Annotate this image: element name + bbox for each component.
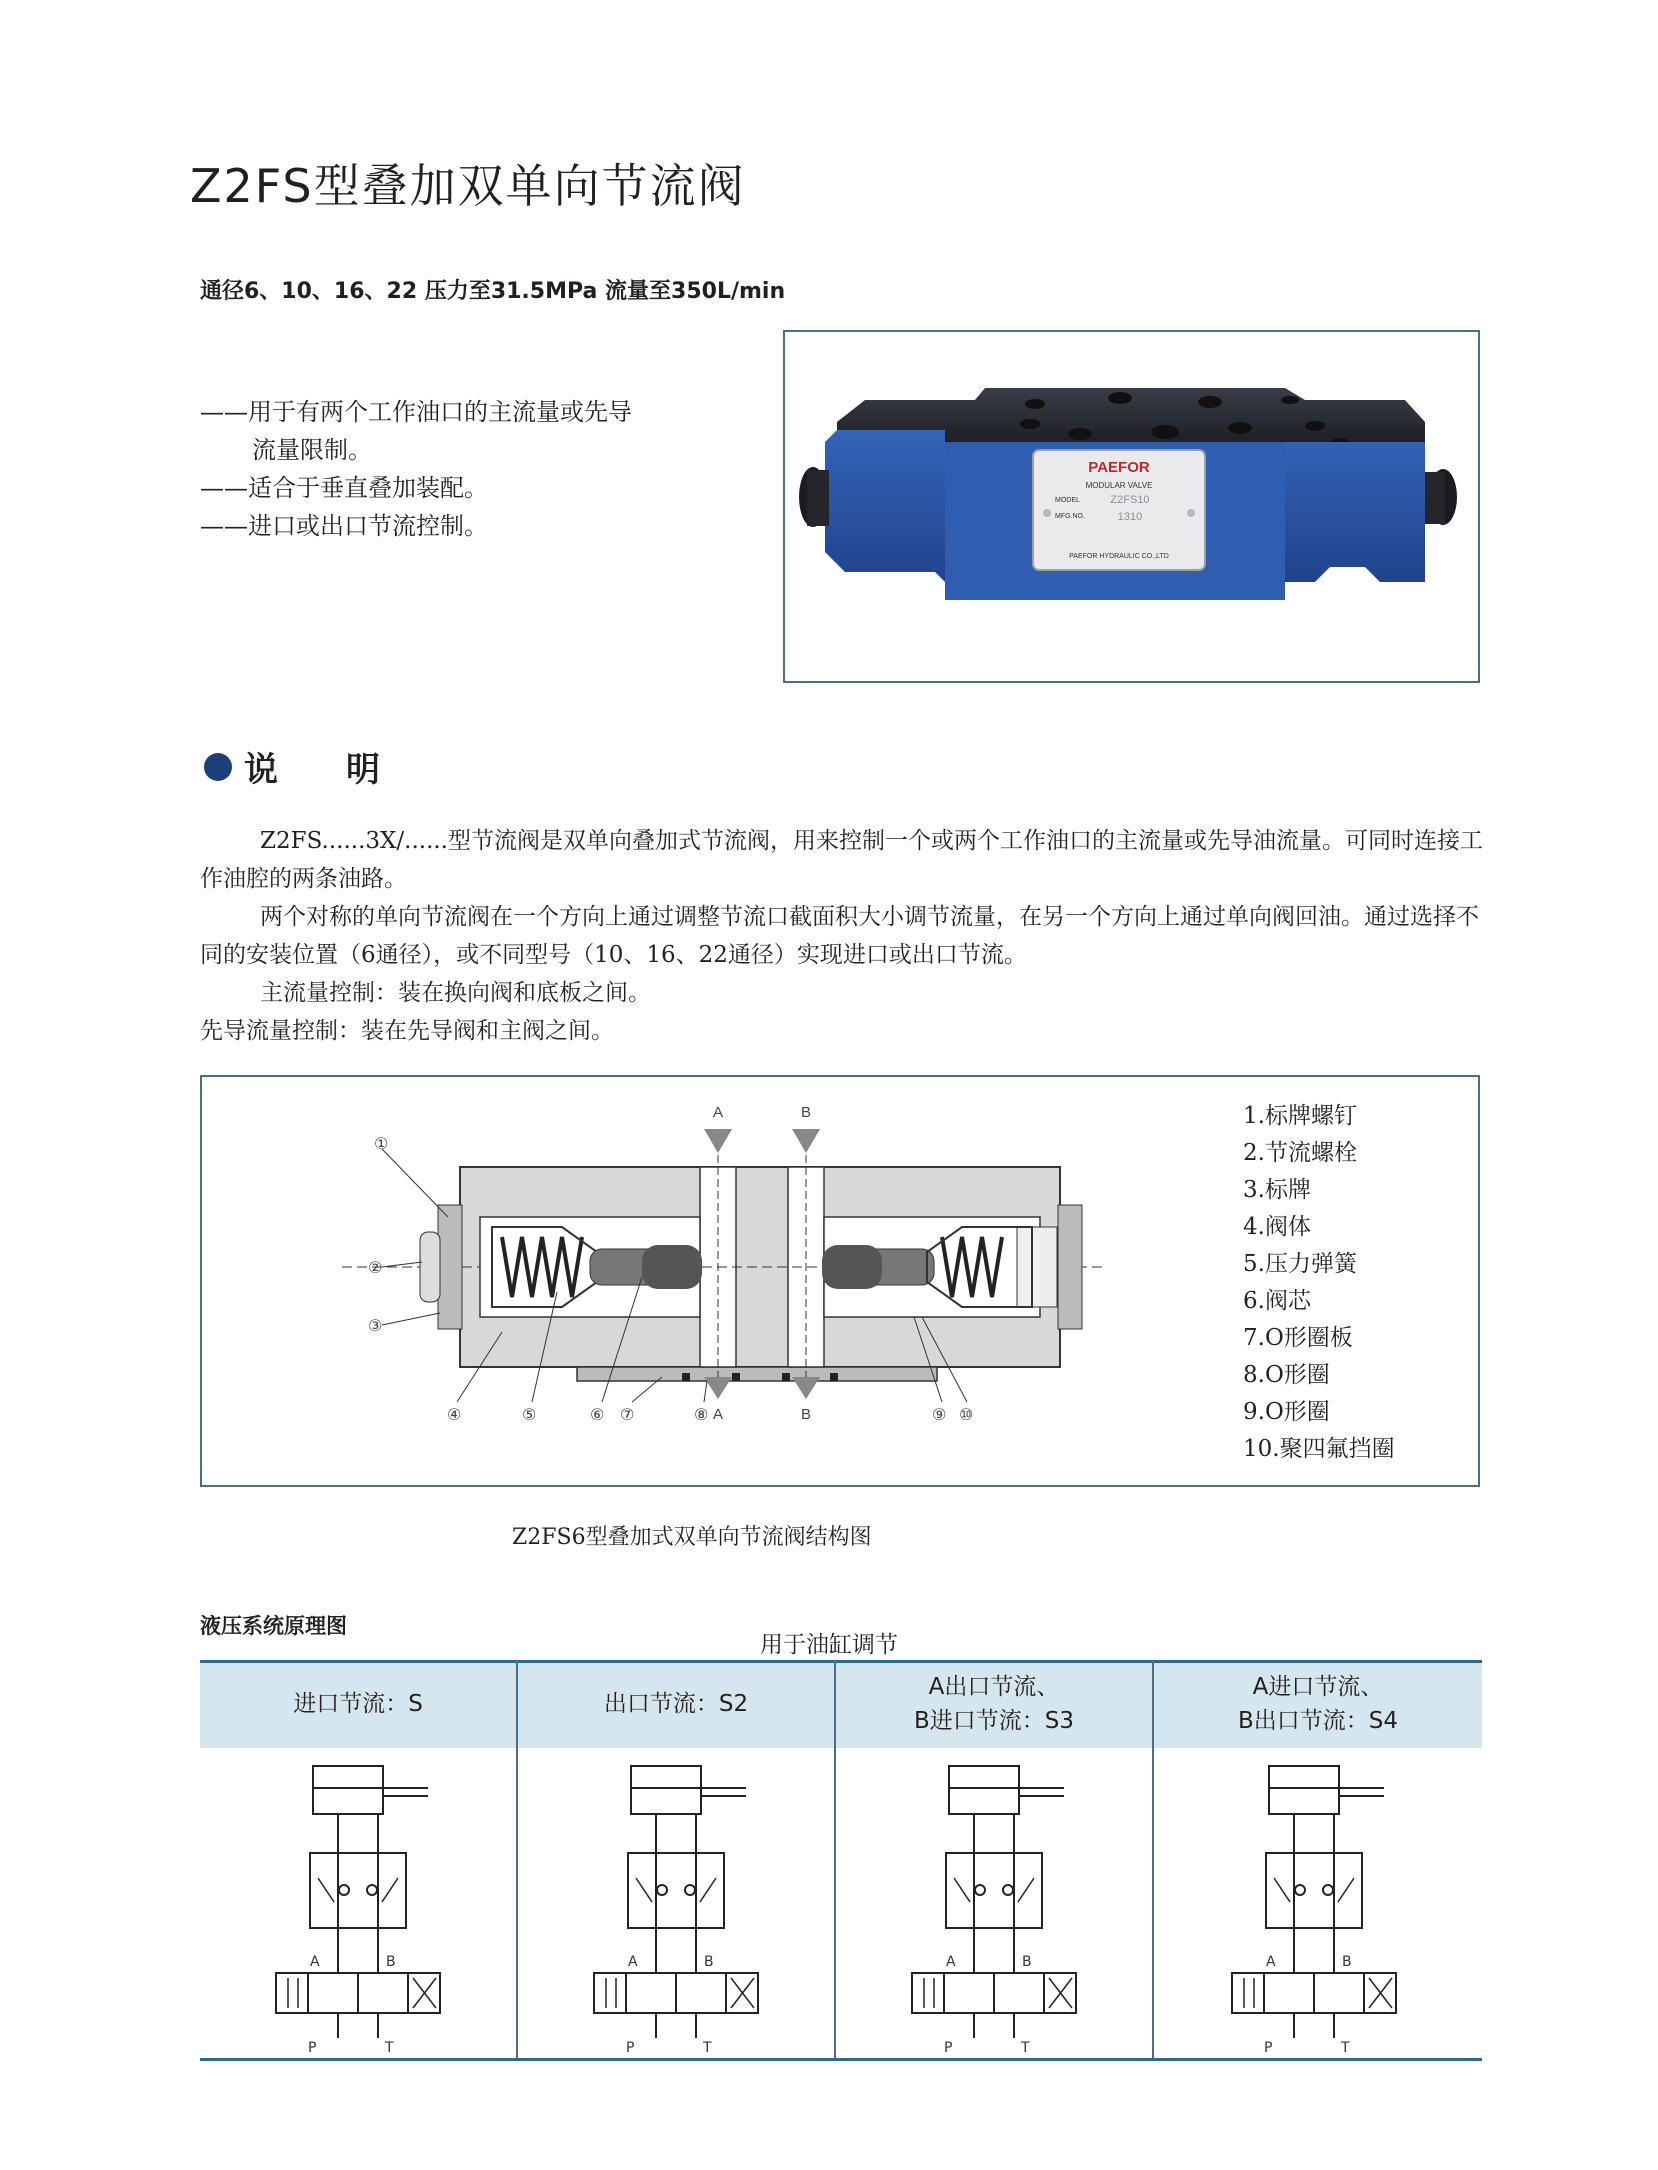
svg-text:A: A <box>946 1954 956 1970</box>
bullet-icon <box>204 753 232 781</box>
hydraulic-subtitle: 液压系统原理图 <box>200 1614 347 1638</box>
column-header: 出口节流：S2 <box>603 1691 749 1717</box>
column-header: A进口节流、 B出口节流：S4 <box>1237 1674 1398 1734</box>
feature-item: ——进口或出口节流控制。 <box>200 512 488 540</box>
schematic-table <box>200 1660 1482 2060</box>
svg-text:T: T <box>1021 2040 1030 2056</box>
callout-3: ③ <box>368 1316 383 1335</box>
callout-4: ④ <box>447 1405 462 1424</box>
feature-list <box>200 393 632 545</box>
part-item: 5.压力弹簧 <box>1243 1251 1357 1277</box>
svg-text:P: P <box>626 2040 635 2056</box>
svg-text:MODULAR VALVE: MODULAR VALVE <box>1085 481 1153 490</box>
part-item: 9.O形圈 <box>1243 1399 1330 1425</box>
callout-6: ⑥ <box>590 1405 605 1424</box>
part-item: 6.阀芯 <box>1243 1288 1311 1314</box>
section-heading: 说 明 <box>204 742 380 791</box>
svg-text:B: B <box>1022 1954 1032 1970</box>
svg-text:P: P <box>1264 2040 1273 2056</box>
svg-text:MODEL: MODEL <box>1055 497 1080 504</box>
schematic-drawings <box>200 1748 1482 2058</box>
plate-screw-icon <box>1187 509 1195 517</box>
svg-text:A: A <box>310 1954 320 1970</box>
svg-text:B: B <box>704 1954 714 1970</box>
part-item: 10.聚四氟挡圈 <box>1243 1436 1395 1462</box>
feature-item: ——适合于垂直叠加装配。 <box>200 474 488 502</box>
callout-8: ⑧ <box>694 1405 709 1424</box>
svg-text:A: A <box>712 1406 724 1423</box>
part-item: 7.O形圈板 <box>1243 1325 1353 1351</box>
description <box>200 822 1490 1050</box>
svg-text:P: P <box>308 2040 317 2056</box>
paragraph: 两个对称的单向节流阀在一个方向上通过调整节流口截面积大小调节流量，在另一个方向上通过单向阀回油。通过选择不同的安装位置（6通径），或不同型号（10、16、22通径）实现进口或出口节流。 <box>200 904 1479 968</box>
paragraph: 主流量控制：装在换向阀和底板之间。 <box>260 980 651 1006</box>
svg-text:Z2FS10: Z2FS10 <box>1110 494 1150 506</box>
paragraph: Z2FS......3X/......型节流阀是双单向叠加式节流阀，用来控制一个或两个工作油口的主流量或先导油流量。可同时连接工作油腔的两条油路。 <box>200 828 1483 892</box>
column-header: A出口节流、 B进口节流：S3 <box>913 1674 1074 1734</box>
feature-item: 流量限制。 <box>252 436 372 464</box>
spec-line: 通径6、10、16、22 压力至31.5MPa 流量至350L/min <box>200 279 786 304</box>
part-item: 8.O形圈 <box>1243 1362 1330 1388</box>
svg-text:B: B <box>386 1954 396 1970</box>
svg-text:MFG.NO.: MFG.NO. <box>1055 513 1085 520</box>
parts-list <box>1243 1098 1395 1468</box>
svg-text:P: P <box>944 2040 953 2056</box>
column-header: 进口节流：S <box>293 1691 423 1717</box>
callout-5: ⑤ <box>522 1405 537 1424</box>
callout-10: ⑩ <box>959 1405 974 1424</box>
svg-text:B: B <box>800 1104 812 1121</box>
svg-text:T: T <box>385 2040 394 2056</box>
svg-text:B: B <box>800 1406 812 1423</box>
feature-item: ——用于有两个工作油口的主流量或先导 <box>200 398 632 426</box>
part-item: 1.标牌螺钉 <box>1243 1103 1357 1129</box>
diagram-caption: Z2FS6型叠加式双单向节流阀结构图 <box>512 1525 872 1550</box>
product-photo-frame <box>783 330 1480 683</box>
part-item: 3.标牌 <box>1243 1177 1311 1203</box>
svg-text:PAEFOR HYDRAULIC CO.,LTD: PAEFOR HYDRAULIC CO.,LTD <box>1069 553 1169 560</box>
svg-text:B: B <box>1342 1954 1352 1970</box>
usage-label: 用于油缸调节 <box>760 1632 898 1658</box>
page-title: Z2FS型叠加双单向节流阀 <box>190 159 746 213</box>
callout-9: ⑨ <box>932 1405 947 1424</box>
svg-text:A: A <box>628 1954 638 1970</box>
svg-text:T: T <box>703 2040 712 2056</box>
brand-text: PAEFOR <box>1088 459 1150 476</box>
paragraph: 先导流量控制：装在先导阀和主阀之间。 <box>200 1018 614 1044</box>
svg-text:T: T <box>1341 2040 1350 2056</box>
callout-7: ⑦ <box>620 1405 635 1424</box>
callout-1: ① <box>374 1134 389 1153</box>
svg-text:A: A <box>712 1104 724 1121</box>
part-item: 4.阀体 <box>1243 1214 1311 1240</box>
svg-text:1310: 1310 <box>1117 511 1143 523</box>
part-item: 2.节流螺栓 <box>1243 1140 1357 1166</box>
svg-text:A: A <box>1266 1954 1276 1970</box>
plate-screw-icon <box>1043 509 1051 517</box>
product-photo <box>785 332 1478 681</box>
callout-2: ② <box>368 1258 383 1277</box>
